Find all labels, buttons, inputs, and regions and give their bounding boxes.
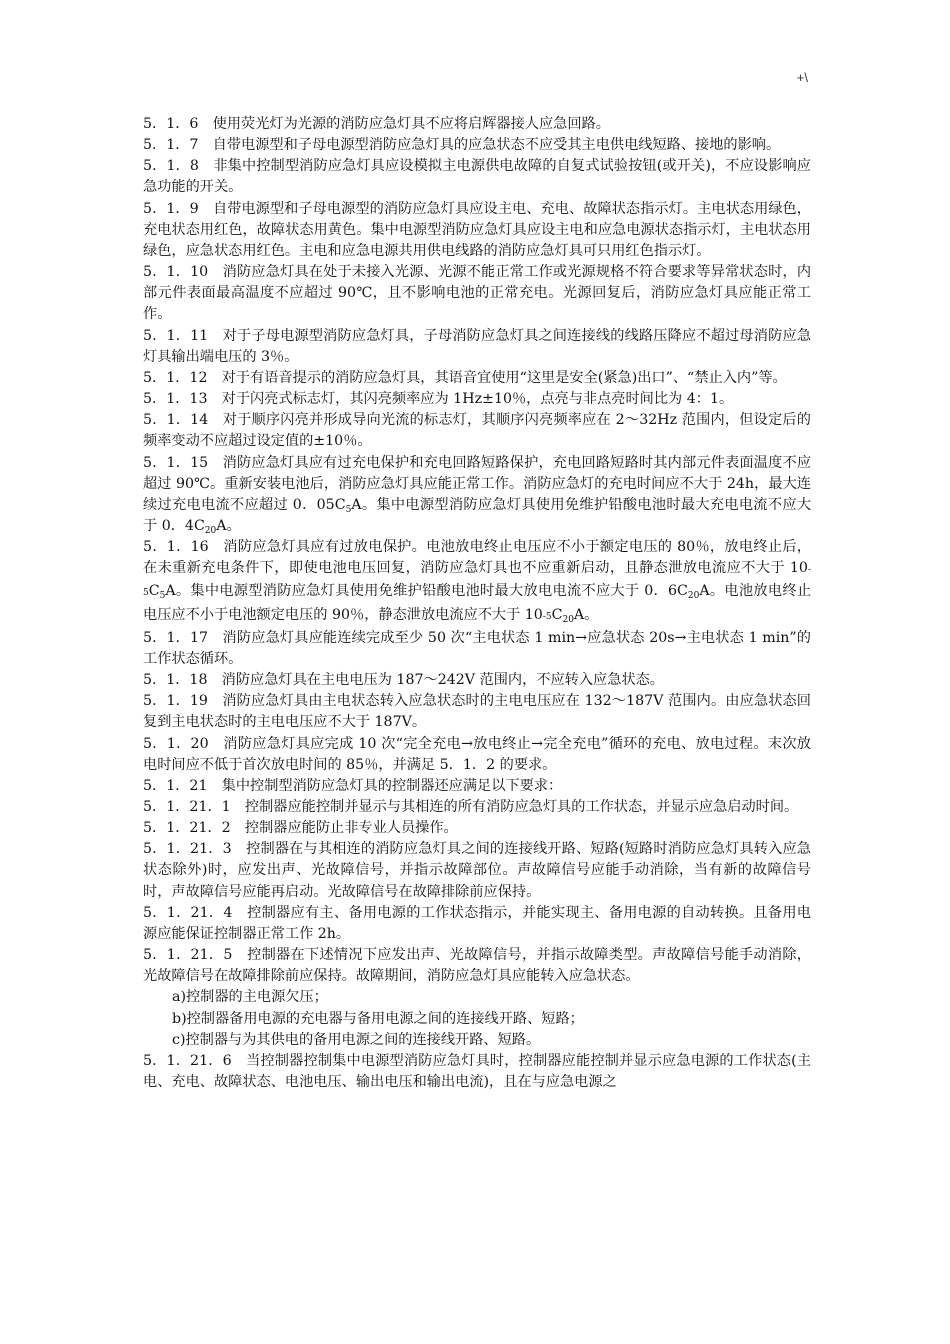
subscript: 5 [345,504,352,515]
clause-5-1-16 [143,537,811,628]
subscript: 20 [562,614,574,625]
text-segment: A。集中电源型消防应急灯具使用免维护铅酸电池时最大充电电流不应大于 0．4C [143,496,812,534]
text-segment: C [551,606,563,623]
list-item: c)控制器与为其供电的备用电源之间的连接线开路、短路。 [172,1031,541,1048]
text-segment: A。电池放电终止电压应不小于电池额定电压的 90％，静态泄放电流应不大于 10 [143,583,812,623]
clause-5-1-9: 5．1．9 自带电源型和子母电源型的消防应急灯具应设主电、充电、故障状态指示灯。主电状态用绿色，充电状态用红色，故障状态用黄色。集中电源型消防应急灯具应设主电和应急电源状态指示灯，主电状态用绿色，应急状态用红色。主电和应急电源共用供电线路的消防应急灯具可只用红色指示灯。 [143,200,811,259]
exponent: -5 [542,611,552,622]
clause-5-1-21-1: 5．1．21．1 控制器应能控制并显示与其相连的所有消防应急灯具的工作状态，并显示应急启动时间。 [143,799,799,815]
list-item: b)控制器备用电源的充电器与备用电源之间的连接线开路、短路； [172,1010,584,1027]
list-item: a)控制器的主电源欠压； [172,989,328,1006]
subscript: 20 [687,591,700,602]
clause-5-1-21-3: 5．1．21．3 控制器在与其相连的消防应急灯具之间的连接线开路、短路(短路时消防应急灯具转入应急状态除外)时，应发出声、光故障信号，并指示故障部位。声故障信号应能手动消除，当有新的故障信号时，声故障信号应能再启动。光故障信号在故障排除前应保持。 [143,841,811,900]
text-segment: A。集中电源型消防应急灯具使用免维护铅酸电池时最大放电电流不应大于 0．6C [165,583,688,600]
clause-5-1-7: 5．1．7 自带电源型和子母电源型消防应急灯具的应急状态不应受其主电供电线短路、接地的影响。 [143,137,781,154]
clause-5-1-15 [143,453,811,538]
subscript: 20 [204,525,217,536]
clause-5-1-20: 5．1．20 消防应急灯具应完成 10 次“完全充电→放电终止→完全充电”循环的充电、放电过程。末次放电时间应不低于首次放电时间的 85％，并满足 5．1．2 的要求。 [143,735,811,773]
subscript: 5 [159,591,166,602]
clause-5-1-6: 5．1．6 使用荧光灯为光源的消防应急灯具不应将启辉器接人应急回路。 [143,116,610,132]
clause-5-1-21: 5．1．21 集中控制型消防应急灯具的控制器还应满足以下要求： [143,777,563,794]
text-segment: A。 [573,606,599,623]
clause-5-1-18: 5．1．18 消防应急灯具在主电电压为 187～242V 范围内，不应转入应急状态。 [143,672,664,689]
text-segment: 5．1．15 消防应急灯具应有过充电保护和充电回路短路保护，充电回路短路时其内部元件表面温度不应超过 90℃。重新安装电池后，消防应急灯具应能正常工作。消防应急灯的充电时间应不大于 24h，最大连续过充电电流不应超过 0．05C [143,454,812,513]
clause-5-1-21-5: 5．1．21．5 控制器在下述情况下应发出声、光故障信号，并指示故障类型。声故障信号能手动消除，光故障信号在故障排除前应保持。故障期间，消防应急灯具应能转入应急状态。 [143,947,811,985]
clause-5-1-21-6: 5．1．21．6 当控制器控制集中电源型消防应急灯具时，控制器应能控制并显示应急电源的工作状态(主电、充电、故障状态、电池电压、输出电压和输出电流)，且在与应急电源之 [143,1052,811,1091]
clause-5-1-10: 5．1．10 消防应急灯具在处于未接入光源、光源不能正常工作或光源规格不符合要求等异常状态时，内部元件表面最高温度不应超过 90℃，且不影响电池的正常充电。光源回复后，消防应急灯具应能正常工作。 [143,264,812,323]
exponent: -5 [143,565,811,599]
text-segment: C [148,583,160,600]
clause-5-1-14: 5．1．14 对于顺序闪亮并形成导向光流的标志灯，其顺序闪亮频率应在 2～32Hz 范围内，但设定后的频率变动不应超过设定值的±10％。 [143,412,811,450]
clause-5-1-21-4: 5．1．21．4 控制器应有主、备用电源的工作状态指示，并能实现主、备用电源的自动转换。且备用电源应能保证控制器正常工作 2h。 [143,904,811,942]
clause-5-1-8: 5．1．8 非集中控制型消防应急灯具应设模拟主电源供电故障的自复式试验按钮(或开关)，不应设影响应急功能的开关。 [143,158,811,196]
clause-5-1-21-2: 5．1．21．2 控制器应能防止非专业人员操作。 [143,820,458,837]
clause-5-1-13: 5．1．13 对于闪亮式标志灯，其闪亮频率应为 1Hz±10％，点亮与非点亮时间比为 4：1。 [143,391,734,408]
document-body [143,114,811,1093]
clause-5-1-12: 5．1．12 对于有语音提示的消防应急灯具，其语音宜使用“这里是安全(紧急)出口”、“禁止入内”等。 [143,369,787,386]
corner-mark: +\ [796,70,808,85]
text-segment: 5．1．16 消防应急灯具应有过放电保护。电池放电终止电压应不小于额定电压的 80％，放电终止后，在未重新充电条件下，即使电池电压回复，消防应急灯具也不应重新启动，且静态泄放电流应不大于 10 [143,539,811,577]
clause-5-1-11: 5．1．11 对于子母电源型消防应急灯具，子母消防应急灯具之间连接线的线路压降应不超过母消防应急灯具输出端电压的 3％。 [143,327,812,365]
text-segment: A。 [216,517,241,534]
clause-5-1-19: 5．1．19 消防应急灯具由主电状态转入应急状态时的主电电压应在 132～187V 范围内。由应急状态回复到主电状态时的主电电压应不大于 187V。 [143,693,811,731]
clause-5-1-17: 5．1．17 消防应急灯具应能连续完成至少 50 次“主电状态 1 min→应急状态 20s→主电状态 1 min”的工作状态循环。 [143,629,811,667]
